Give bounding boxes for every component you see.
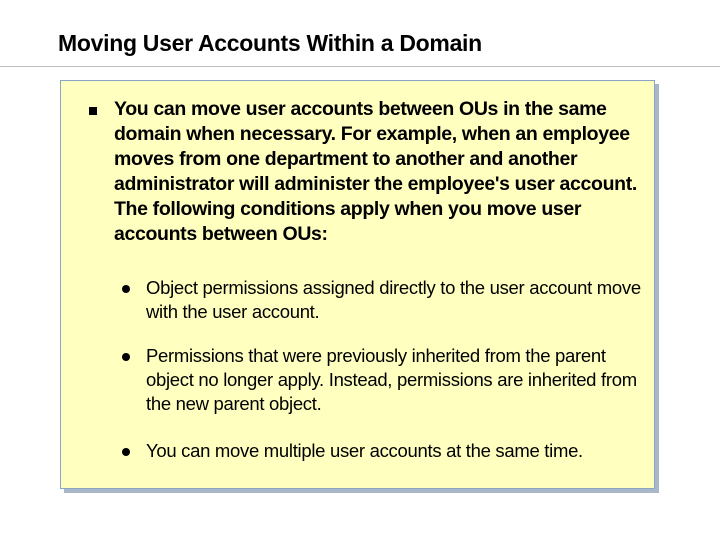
content-box [60,80,655,489]
sub-bullet-text: Object permissions assigned directly to the user account move with the user account. [146,277,641,322]
sub-bullet-text: You can move multiple user accounts at the same time. [146,440,583,461]
square-bullet-icon [89,107,97,115]
round-bullet-icon [122,285,130,293]
round-bullet-icon [122,448,130,456]
title-divider [0,66,720,67]
round-bullet-icon [122,353,130,361]
sub-bullet-text: Permissions that were previously inherited from the parent object no longer apply. Instead, permissions are inherited from the new parent object. [146,345,637,414]
slide-title: Moving User Accounts Within a Domain [58,30,482,56]
main-bullet-text: You can move user accounts between OUs in the same domain when necessary. For example, when an employee moves from one department to another and another administrator will administer the employee's user account. The following conditions apply when you move user accounts between OUs: [114,98,637,245]
